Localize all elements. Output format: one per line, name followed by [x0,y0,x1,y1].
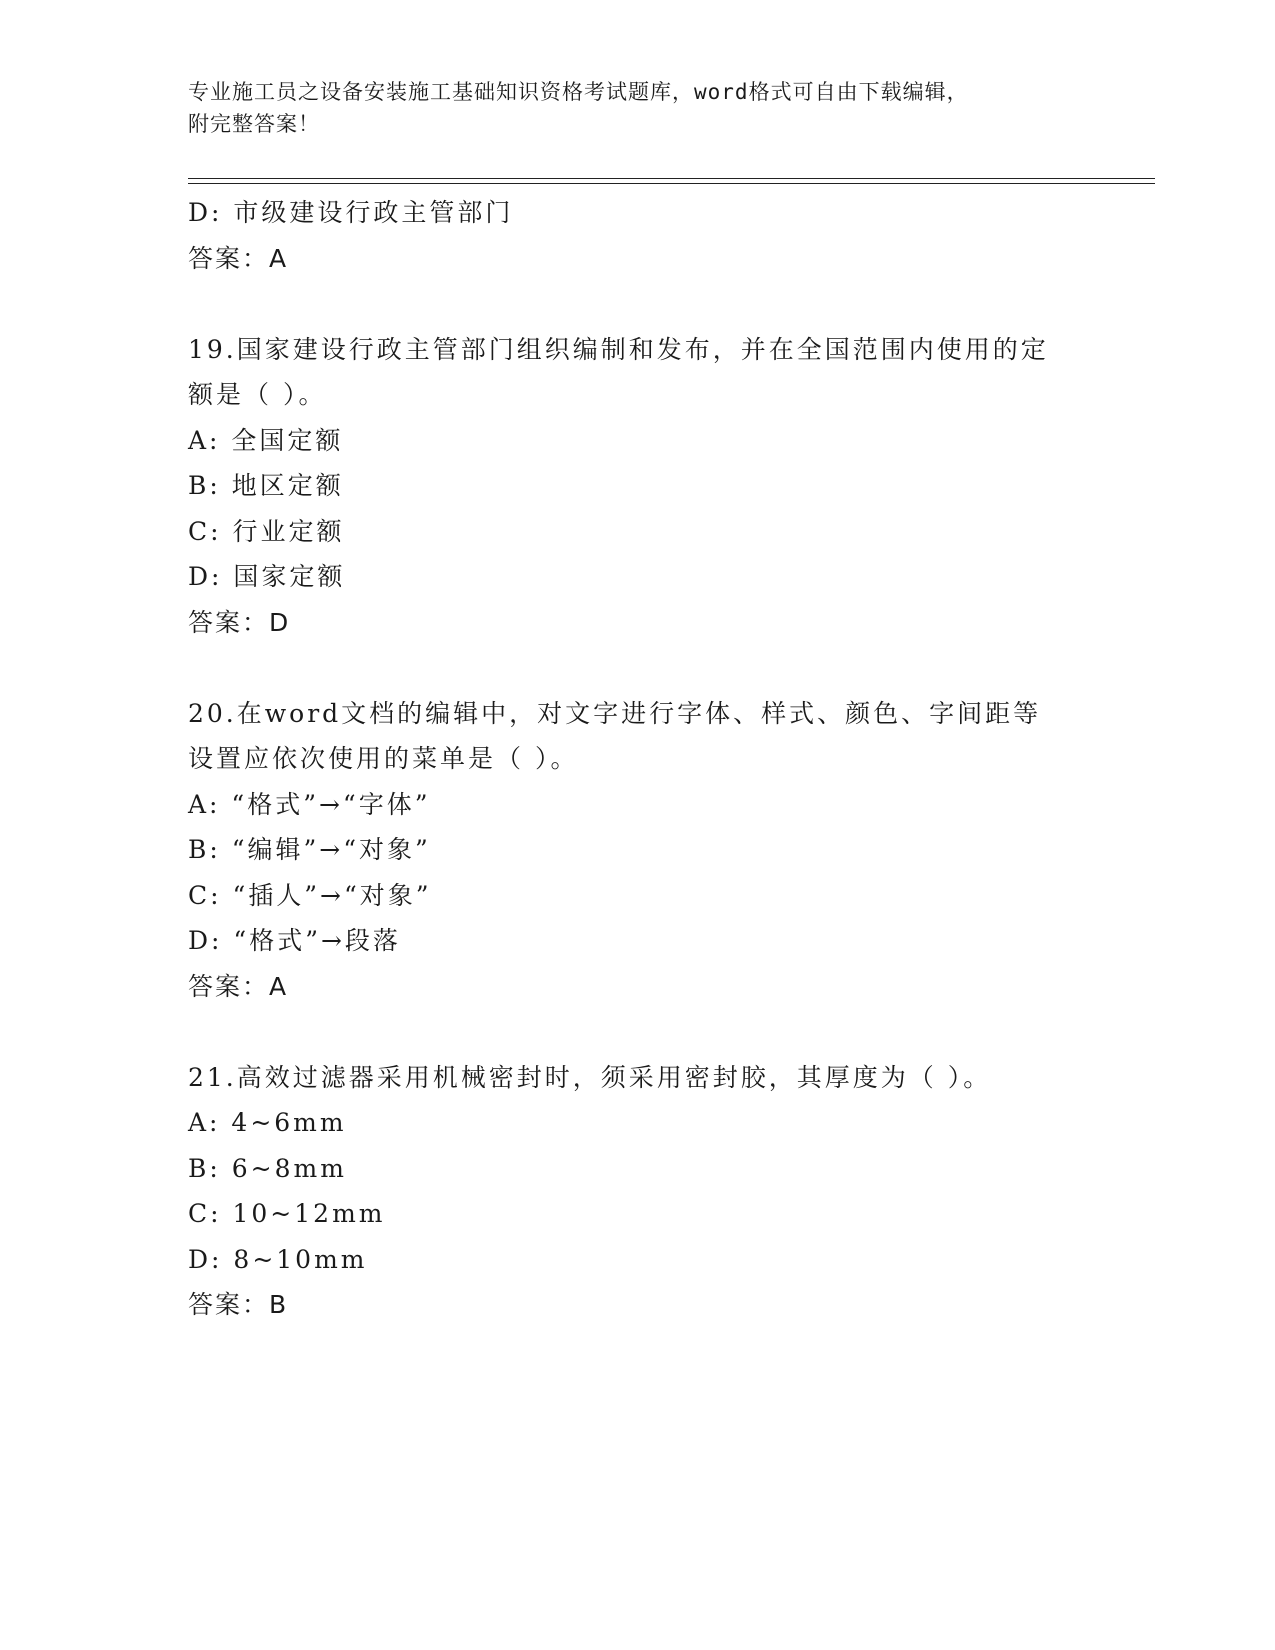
option-b: B: 6~8mm [188,1153,347,1183]
answer: 答案：A [188,971,289,1001]
answer: 答案：D [188,607,291,637]
question-stem-cont: 额是（ ）。 [188,380,327,409]
answer: 答案：B [188,1290,289,1319]
question-21 [188,1055,1088,1328]
option-a: A: 4~6mm [188,1108,347,1137]
header-line-1: 专业施工员之设备安装施工基础知识资格考试题库，word格式可自由下载编辑， [188,80,969,104]
question-stem-cont: 设置应依次使用的菜单是（ ）。 [188,744,579,773]
question-list [188,190,1088,1328]
option-d: D: 国家定额 [188,562,346,591]
page-header [188,76,1068,140]
option-c: C: 10~12mm [188,1199,386,1228]
spacer [188,1009,1088,1055]
option-b: B: “编辑”→“对象” [188,835,431,864]
question-stem: 20.在word文档的编辑中，对文字进行字体、样式、颜色、字间距等 [188,698,1042,728]
option-a: A: “格式”→“字体” [188,789,431,819]
question-19 [188,327,1088,646]
prev-option-d: D: 市级建设行政主管部门 [188,198,514,227]
spacer [188,281,1088,327]
option-c: C: “插人”→“对象” [188,880,432,910]
option-d: D: 8~10mm [188,1244,368,1274]
option-a: A: 全国定额 [188,425,344,455]
question-20 [188,691,1088,1010]
header-rule-bottom [188,183,1155,184]
question-stem: 19.国家建设行政主管部门组织编制和发布，并在全国范围内使用的定 [188,334,1049,364]
question-stem: 21.高效过滤器采用机械密封时，须采用密封胶，其厚度为（ ）。 [188,1062,992,1092]
header-line-2: 附完整答案！ [188,112,320,136]
prev-answer: 答案：A [188,243,289,273]
header-rule-top [188,178,1155,179]
spacer [188,645,1088,691]
option-c: C: 行业定额 [188,516,345,546]
option-d: D: “格式”→段落 [188,926,401,955]
option-b: B: 地区定额 [188,471,344,500]
